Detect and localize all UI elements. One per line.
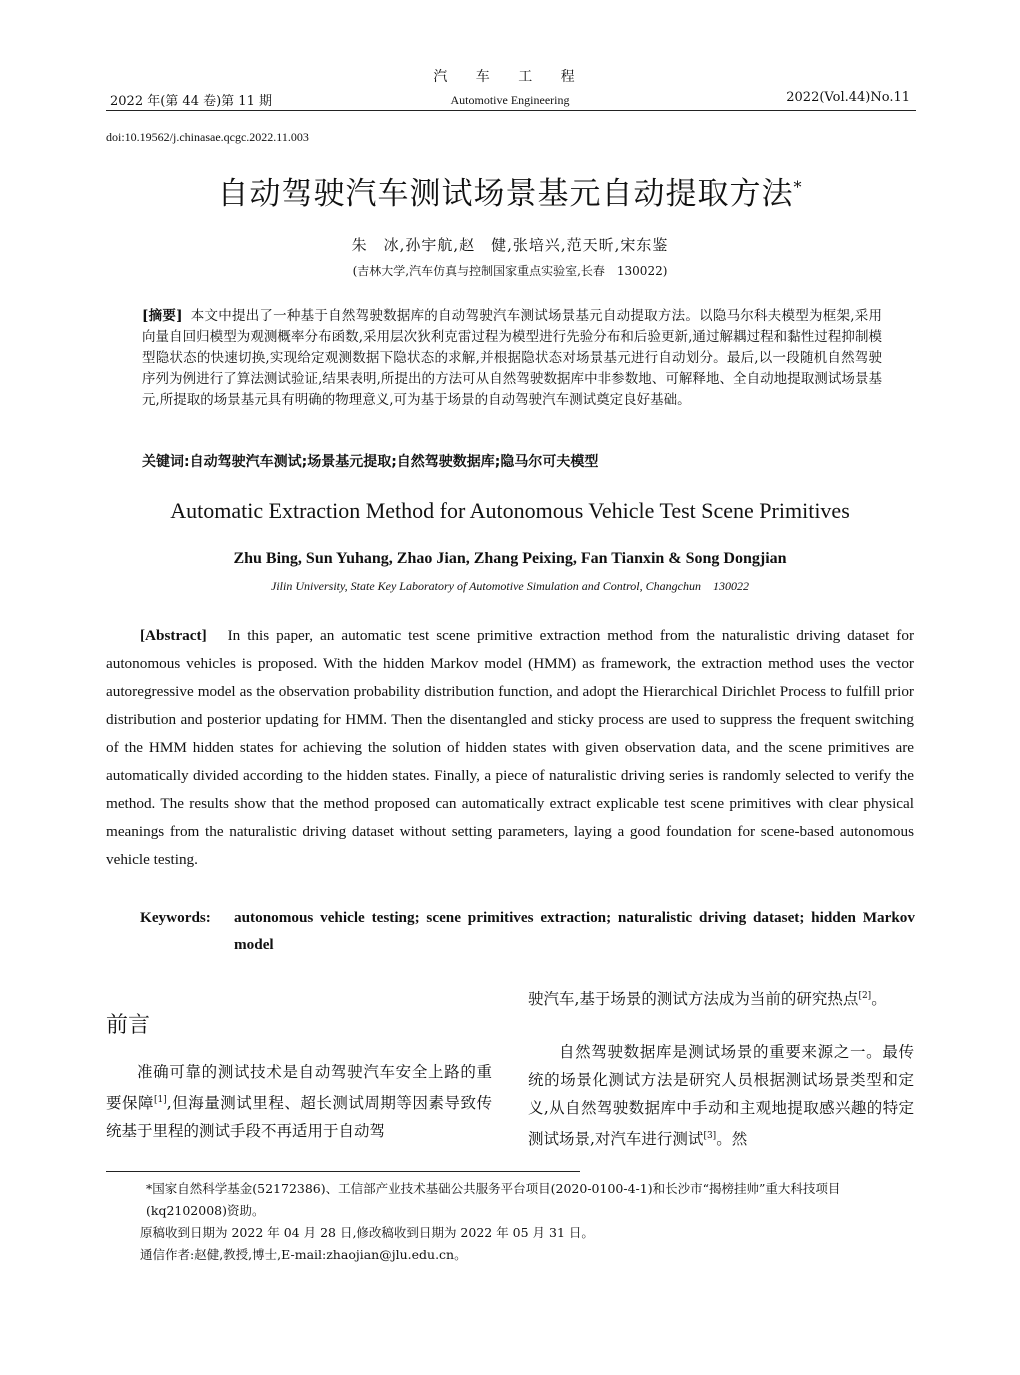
- footnotes: [140, 1178, 915, 1266]
- issue-en: 2022(Vol.44)No.11: [786, 90, 910, 105]
- body-text: 。: [871, 990, 887, 1009]
- body-right-continuation: [528, 982, 914, 1013]
- header-rule: [106, 110, 916, 111]
- abstract-cn-label: [摘要]: [142, 308, 183, 324]
- citation-ref[interactable]: [3]: [703, 1131, 717, 1141]
- body-right-paragraph: [528, 1038, 914, 1153]
- citation-ref[interactable]: [1]: [154, 1095, 167, 1105]
- body-text: ,但海量测试里程、超长测试周期等因素导致传统基于里程的测试手段不再适用于自动驾: [106, 1094, 492, 1141]
- paper-title-cn: [0, 168, 1020, 213]
- affiliation-cn: (吉林大学,汽车仿真与控制国家重点实验室,长春 130022): [352, 264, 668, 278]
- body-text: 自然驾驶数据库是测试场景的重要来源之一。最传统的场景化测试方法是研究人员根据测试场景类型和定义,从自然驾驶数据库中手动和主观地提取感兴趣的特定测试场景,对汽车进行测试: [528, 1043, 914, 1149]
- citation-ref[interactable]: [2]: [858, 991, 872, 1001]
- abstract-en-label: [Abstract]: [140, 627, 207, 644]
- abstract-cn-text: 本文中提出了一种基于自然驾驶数据库的自动驾驶汽车测试场景基元自动提取方法。以隐马尔科夫模型为框架,采用向量自回归模型为观测概率分布函数,采用层次狄利克雷过程为模型进行先验分布和后验更新,通过解耦过程和黏性过程抑制模型隐状态的快速切换,实现给定观测数据下隐状态的求解,并根据隐状态对场景基元进行自动划分。最后,以一段随机自然驾驶序列为例进行了算法测试验证,结果表明,所提出的方法可从自然驾驶数据库中非参数地、可解释地、全自动地提取测试场景基元,所提取的场景基元具有明确的物理意义,可为基于场景的自动驾驶汽车测试奠定良好基础。: [142, 308, 882, 408]
- authors-en: Zhu Bing, Sun Yuhang, Zhao Jian, Zhang Peixing, Fan Tianxin & Song Dongjian: [233, 550, 787, 567]
- footnote-rule: [106, 1171, 580, 1172]
- paper-title-cn-text: 自动驾驶汽车测试场景基元自动提取方法: [217, 176, 794, 212]
- body-text: 准确可靠的测试技术是自动驾驶汽车安全上路的重要保障: [106, 1063, 492, 1113]
- abstract-cn: [142, 306, 882, 411]
- abstract-en: [106, 622, 914, 874]
- keywords-en-text: autonomous vehicle testing; scene primitives extraction; naturalistic driving dataset; hidden Markov model: [234, 909, 915, 953]
- title-footnote-mark: *: [793, 177, 803, 197]
- journal-name-cn: 汽 车 工 程: [433, 69, 587, 85]
- authors-cn: 朱 冰,孙宇航,赵 健,张培兴,范天昕,宋东鉴: [351, 236, 669, 254]
- keywords-cn: 关键词:自动驾驶汽车测试;场景基元提取;自然驾驶数据库;隐马尔可夫模型: [142, 454, 599, 470]
- keywords-en-label: Keywords:: [140, 909, 211, 926]
- body-left-paragraph: [106, 1058, 492, 1145]
- footnote-dates: 原稿收到日期为 2022 年 04 月 28 日,修改稿收到日期为 2022 年 05 月 31 日。: [140, 1225, 594, 1240]
- doi[interactable]: doi:10.19562/j.chinasae.qcgc.2022.11.003: [106, 130, 309, 144]
- issue-cn: 2022 年(第 44 卷)第 11 期: [110, 94, 272, 109]
- footnote-funding: *国家自然科学基金(52172386)、工信部产业技术基础公共服务平台项目(2020-0100-4-1)和长沙市“揭榜挂帅”重大科技项目(kq2102008)资助。: [146, 1181, 841, 1218]
- paper-title-en: Automatic Extraction Method for Autonomous Vehicle Test Scene Primitives: [170, 498, 850, 523]
- abstract-en-text: In this paper, an automatic test scene primitive extraction method from the naturalistic driving dataset for autonomous vehicles is proposed. With the hidden Markov model (HMM) as framework, the extraction method uses the vector autoregressive model as the observation probability distribution function, and adopt the Hierarchical Dirichlet Process to fulfill prior distribution and posterior updating for HMM. Then the disentangled and sticky process are used to suppress the frequent switching of the HMM hidden states for achieving the solution of hidden states with given observation data, and the scene primitives are automatically divided according to the hidden states. Finally, a piece of naturalistic driving series is randomly selected to verify the method. The results show that the method proposed can automatically extract explicable test scene primitives with clear physical meanings from the naturalistic driving dataset without setting parameters, laying a good foundation for scene-based autonomous vehicle testing.: [106, 627, 915, 868]
- journal-name-en: Automotive Engineering: [450, 93, 570, 107]
- body-text: 。然: [716, 1130, 748, 1149]
- section-heading: 前言: [106, 1013, 151, 1038]
- body-text: 驶汽车,基于场景的测试方法成为当前的研究热点: [528, 990, 859, 1009]
- footnote-contact: 通信作者:赵健,教授,博士,E-mail:zhaojian@jlu.edu.cn。: [140, 1247, 467, 1262]
- affiliation-en: Jilin University, State Key Laboratory of Automotive Simulation and Control, Changchun 130022: [271, 579, 749, 593]
